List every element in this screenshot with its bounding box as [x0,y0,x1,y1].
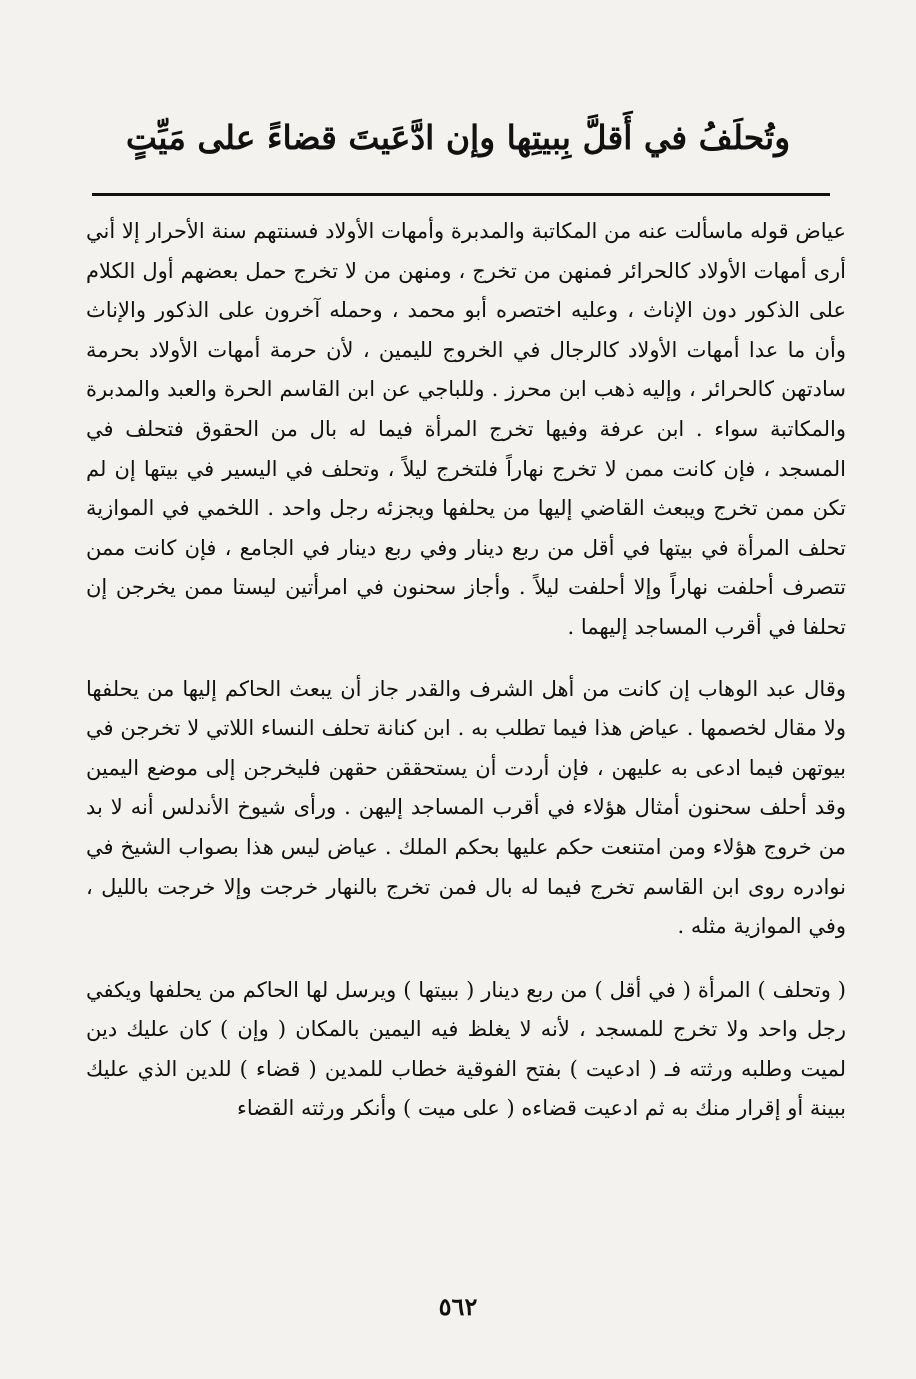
paragraph-2: وقال عبد الوهاب إن كانت من أهل الشرف والقدر جاز أن يبعث الحاكم إليها من يحلفها ولا مقال لخصمها . عياض هذا فيما تطلب به . ابن كنانة تحلف النساء اللاتي لا تخرجن في بيوتهن فيما ادعى به عليهن ، فإن أردت أن يستحققن حقهن فليخرجن إلى موضع اليمين وقد أحلف سحنون أمثال هؤلاء في أقرب المساجد إليهن . ورأى شيوخ الأندلس أنه لا بد من خروج هؤلاء ومن امتنعت حكم عليها بحكم الملك . عياض ليس هذا بصواب الشيخ في نوادره روى ابن القاسم تخرج فيما له بال فمن تخرج بالنهار خرجت وإلا خرجت بالليل ، وفي الموازية مثله . [86,676,846,939]
paragraph-1: عياض قوله ماسألت عنه من المكاتبة والمدبرة وأمهات الأولاد فسنتهم سنة الأحرار إلا أني أرى أمهات الأولاد كالحرائر فمنهن من تخرج ، ومنهن من لا تخرج حمل بعضهم أول الكلام على الذكور دون الإناث ، وعليه اختصره أبو محمد ، وحمله آخرون على الذكور والإناث وأن ما عدا أمهات الأولاد كالرجال في الخروج لليمين ، لأن حرمة أمهات الأولاد بحرمة سادتهن كالحرائر ، وإليه ذهب ابن محرز . وللباجي عن ابن القاسم الحرة والعبد والمدبرة والمكاتبة سواء . ابن عرفة وفيها تخرج المرأة فيما له بال من الحقوق فتحلف في المسجد ، فإن كانت ممن لا تخرج نهاراً فلتخرج ليلاً ، وتحلف في اليسير في بيتها إن لم تكن ممن تخرج ويبعث القاضي إليها من يحلفها ويجزئه رجل واحد . اللخمي في الموازية تحلف المرأة في بيتها في أقل من ربع دينار وفي ربع دينار في الجامع ، فإن كانت ممن تتصرف أحلفت نهاراً وإلا أحلفت ليلاً . وأجاز سحنون في امرأتين ليستا ممن يخرجن إن تحلفا في أقرب المساجد إليهما . [86,219,846,639]
running-header: وتُحلَفُ في أَقلَّ بِبيتِها وإن ادَّعَيتَ قضاءً على مَيِّتٍ [125,118,791,157]
body-text [86,212,846,1129]
page-number: ٥٦٢ [438,1292,478,1321]
header-rule [92,193,830,196]
paragraph-3: ( وتحلف ) المرأة ( في أقل ) من ربع دينار ( ببيتها ) ويرسل لها الحاكم من يحلفها ويكفي رجل واحد ولا تخرج للمسجد ، لأنه لا يغلظ فيه اليمين بالمكان ( وإن ) كان عليك دين لميت وطلبه ورثته فـ ( ادعيت ) بفتح الفوقية خطاب للمدين ( قضاء ) للدين الذي عليك ببينة أو إقرار منك به ثم ادعيت قضاءه ( على ميت ) وأنكر ورثته القضاء [86,977,846,1121]
